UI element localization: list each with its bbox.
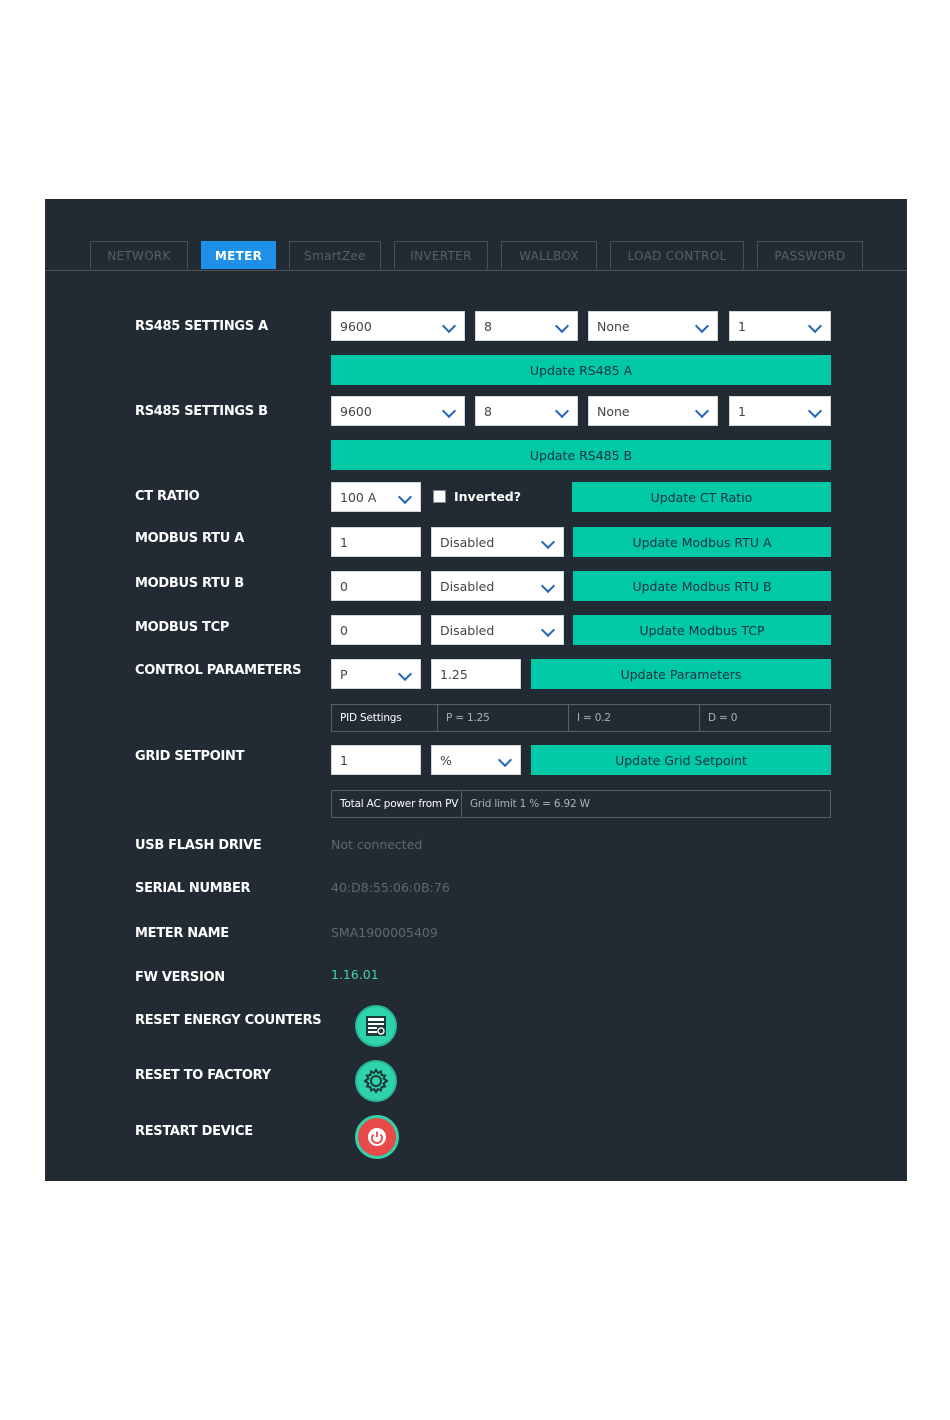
pid-settings-label: PID Settings: [332, 705, 438, 731]
tab-smartzee[interactable]: SmartZee: [289, 241, 381, 269]
reset-to-factory-button[interactable]: [355, 1060, 397, 1102]
rs485-b-parity-value: None: [597, 403, 630, 419]
tab-wallbox[interactable]: WALLBOX: [501, 241, 597, 269]
modbus-rtu-a-mode-select[interactable]: [431, 527, 564, 557]
ct-ratio-value: 100 A: [340, 489, 377, 505]
tab-password[interactable]: PASSWORD: [757, 241, 863, 269]
reset-to-factory-label: RESET TO FACTORY: [135, 1068, 271, 1083]
control-param-select[interactable]: [331, 659, 421, 689]
tab-meter[interactable]: METER: [201, 241, 276, 269]
chevron-down-icon: [541, 535, 555, 549]
update-modbus-rtu-a-button[interactable]: Update Modbus RTU A: [573, 527, 831, 557]
gear-icon: [362, 1067, 390, 1095]
chevron-down-icon: [442, 404, 456, 418]
rs485-a-databits-value: 8: [484, 318, 492, 334]
control-parameters-label: CONTROL PARAMETERS: [135, 663, 302, 678]
power-icon: [367, 1127, 387, 1147]
chevron-down-icon: [695, 319, 709, 333]
inverted-checkbox[interactable]: [433, 490, 446, 503]
pid-d-value: D = 0: [708, 712, 738, 724]
modbus-rtu-a-mode-value: Disabled: [440, 534, 495, 550]
grid-info-value: Grid limit 1 % = 6.92 W: [470, 798, 590, 810]
chevron-down-icon: [555, 404, 569, 418]
serial-number-label: SERIAL NUMBER: [135, 881, 251, 896]
usb-status-value: Not connected: [331, 837, 423, 852]
grid-unit-value: %: [440, 752, 452, 768]
chevron-down-icon: [555, 319, 569, 333]
rs485-b-stopbits-value: 1: [738, 403, 746, 419]
rs485-a-parity-select[interactable]: [588, 311, 718, 341]
modbus-rtu-b-mode-value: Disabled: [440, 578, 495, 594]
pid-settings-box: [331, 704, 831, 732]
chevron-down-icon: [398, 490, 412, 504]
chevron-down-icon: [498, 753, 512, 767]
modbus-rtu-b-mode-select[interactable]: [431, 571, 564, 601]
pid-p-value: P = 1.25: [438, 705, 569, 731]
tab-load-control[interactable]: LOAD CONTROL: [610, 241, 744, 269]
modbus-tcp-mode-select[interactable]: [431, 615, 564, 645]
tab-network[interactable]: NETWORK: [90, 241, 188, 269]
tab-inverter[interactable]: INVERTER: [394, 241, 488, 269]
rs485-a-stopbits-value: 1: [738, 318, 746, 334]
update-ct-ratio-button[interactable]: Update CT Ratio: [572, 482, 831, 512]
grid-info-box: [331, 790, 831, 818]
update-modbus-rtu-b-button[interactable]: Update Modbus RTU B: [573, 571, 831, 601]
grid-unit-select[interactable]: [431, 745, 521, 775]
update-rs485-b-button[interactable]: Update RS485 B: [331, 440, 831, 470]
modbus-tcp-mode-value: Disabled: [440, 622, 495, 638]
rs485-b-stopbits-select[interactable]: [729, 396, 831, 426]
inverted-label: Inverted?: [454, 489, 521, 504]
rs485-a-baud-select[interactable]: [331, 311, 465, 341]
rs485-a-stopbits-select[interactable]: [729, 311, 831, 341]
modbus-rtu-a-address-input[interactable]: 1: [331, 527, 421, 557]
ct-ratio-select[interactable]: [331, 482, 421, 512]
rs485-a-databits-select[interactable]: [475, 311, 578, 341]
restart-device-button[interactable]: [355, 1115, 399, 1159]
update-parameters-button[interactable]: Update Parameters: [531, 659, 831, 689]
tabs-divider: [45, 270, 907, 271]
serial-number-value: 40:D8:55:06:0B:76: [331, 880, 450, 895]
settings-panel: [45, 199, 907, 1181]
reset-energy-counters-label: RESET ENERGY COUNTERS: [135, 1013, 322, 1028]
control-param-value: P: [340, 666, 348, 682]
update-rs485-a-button[interactable]: Update RS485 A: [331, 355, 831, 385]
chevron-down-icon: [541, 579, 555, 593]
modbus-rtu-a-label: MODBUS RTU A: [135, 531, 244, 546]
rs485-b-label: RS485 SETTINGS B: [135, 404, 268, 419]
rs485-a-label: RS485 SETTINGS A: [135, 319, 268, 334]
fw-version-value: 1.16.01: [331, 967, 379, 982]
chevron-down-icon: [541, 623, 555, 637]
rs485-b-databits-value: 8: [484, 403, 492, 419]
grid-setpoint-input[interactable]: 1: [331, 745, 421, 775]
rs485-b-baud-select[interactable]: [331, 396, 465, 426]
chevron-down-icon: [808, 404, 822, 418]
grid-info-label: Total AC power from PV: [332, 791, 462, 817]
modbus-rtu-b-label: MODBUS RTU B: [135, 576, 244, 591]
chevron-down-icon: [808, 319, 822, 333]
rs485-b-databits-select[interactable]: [475, 396, 578, 426]
restart-device-label: RESTART DEVICE: [135, 1124, 253, 1139]
ct-ratio-label: CT RATIO: [135, 489, 200, 504]
update-grid-setpoint-button[interactable]: Update Grid Setpoint: [531, 745, 831, 775]
rs485-b-baud-value: 9600: [340, 403, 372, 419]
rs485-b-parity-select[interactable]: [588, 396, 718, 426]
counter-reset-icon: [365, 1015, 387, 1037]
chevron-down-icon: [398, 667, 412, 681]
usb-flash-drive-label: USB FLASH DRIVE: [135, 838, 262, 853]
rs485-a-parity-value: None: [597, 318, 630, 334]
meter-name-value: SMA1900005409: [331, 925, 438, 940]
meter-name-label: METER NAME: [135, 926, 229, 941]
grid-setpoint-label: GRID SETPOINT: [135, 749, 245, 764]
modbus-rtu-b-address-input[interactable]: 0: [331, 571, 421, 601]
rs485-a-baud-value: 9600: [340, 318, 372, 334]
modbus-tcp-address-input[interactable]: 0: [331, 615, 421, 645]
reset-energy-counters-button[interactable]: [355, 1005, 397, 1047]
chevron-down-icon: [442, 319, 456, 333]
chevron-down-icon: [695, 404, 709, 418]
modbus-tcp-label: MODBUS TCP: [135, 620, 230, 635]
pid-i-value: I = 0.2: [569, 705, 700, 731]
fw-version-label: FW VERSION: [135, 970, 225, 985]
update-modbus-tcp-button[interactable]: Update Modbus TCP: [573, 615, 831, 645]
control-value-input[interactable]: 1.25: [431, 659, 521, 689]
